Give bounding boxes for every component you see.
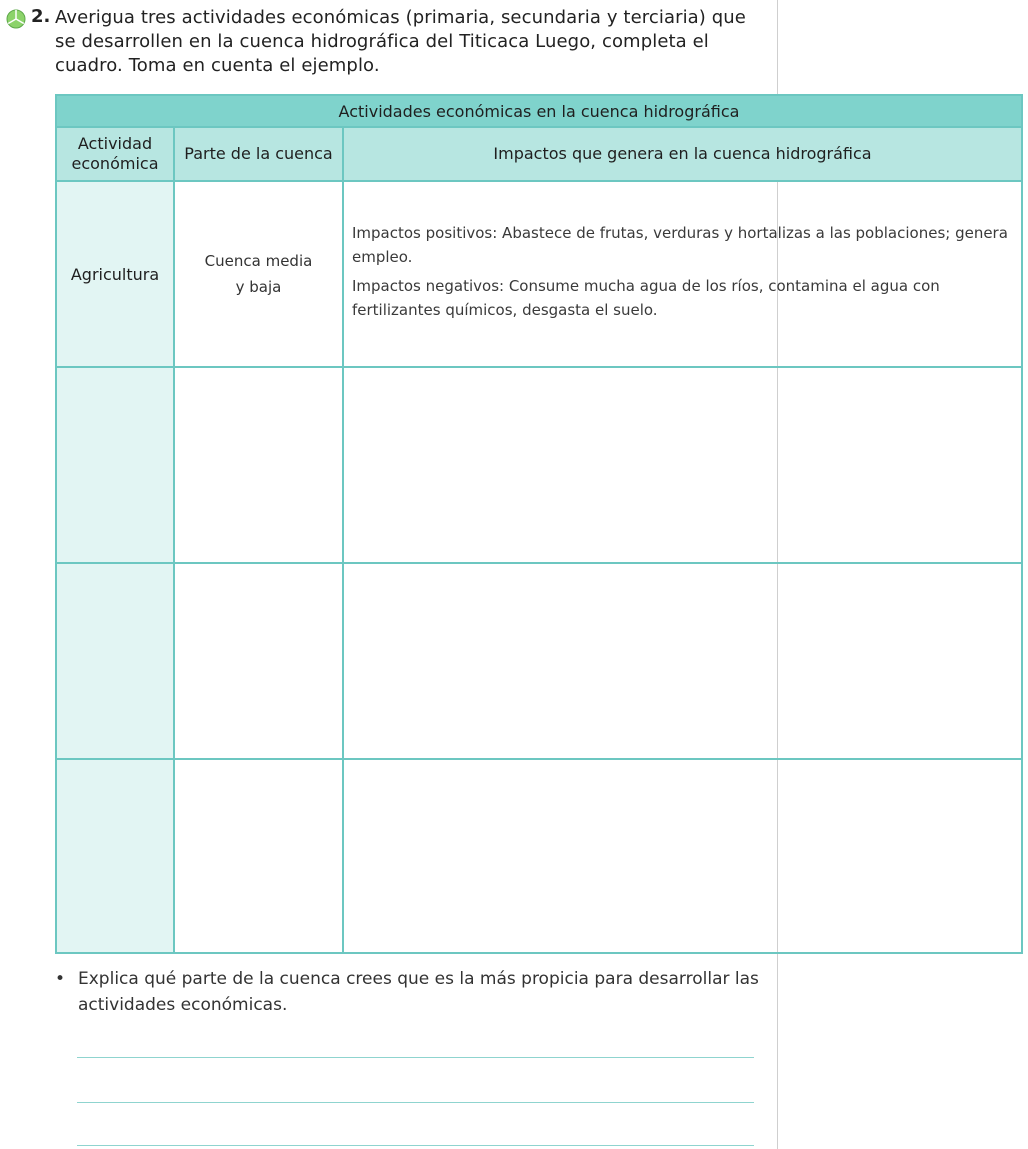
example-activity: Agricultura — [56, 181, 174, 367]
header-activity: Actividad económica — [56, 127, 174, 181]
header-impacts: Impactos que genera en la cuenca hidrográfica — [343, 127, 1022, 181]
blank-impacts-cell[interactable] — [343, 367, 1022, 563]
question-number: 2. — [31, 6, 51, 27]
followup-question — [55, 966, 767, 1018]
followup-text: Explica qué parte de la cuenca crees que es la más propicia para desarrollar las actividades económicas. — [78, 969, 759, 1015]
impacts-positive: Impactos positivos: Abastece de frutas, verduras y hortalizas a las poblaciones; genera empleo. — [352, 224, 1008, 266]
table-row-example — [56, 181, 1022, 367]
blank-impacts-cell[interactable] — [343, 759, 1022, 953]
answer-line[interactable] — [77, 1057, 754, 1058]
blank-part-cell[interactable] — [174, 367, 343, 563]
header-part: Parte de la cuenca — [174, 127, 343, 181]
example-part — [174, 181, 343, 367]
blank-part-cell[interactable] — [174, 759, 343, 953]
activities-table-container — [55, 94, 1021, 954]
blank-part-cell[interactable] — [174, 563, 343, 759]
answer-line[interactable] — [77, 1145, 754, 1146]
pie-chart-icon — [6, 9, 26, 29]
blank-activity-cell[interactable] — [56, 759, 174, 953]
example-part-text: Cuenca media y baja — [204, 252, 313, 296]
impacts-negative: Impactos negativos: Consume mucha agua de los ríos, contamina el agua con fertilizantes químicos, desgasta el suelo. — [352, 277, 940, 319]
blank-activity-cell[interactable] — [56, 563, 174, 759]
table-row-blank — [56, 563, 1022, 759]
example-impacts — [343, 181, 1022, 367]
question-text: Averigua tres actividades económicas (primaria, secundaria y terciaria) que se desarrollen en la cuenca hidrográfica del Titicaca Luego, completa el cuadro. Toma en cuenta el ejemplo. — [55, 7, 746, 76]
blank-impacts-cell[interactable] — [343, 563, 1022, 759]
table-title: Actividades económicas en la cuenca hidrográfica — [56, 95, 1022, 127]
table-row-blank — [56, 367, 1022, 563]
bullet-point: • — [55, 969, 66, 989]
table-row-blank — [56, 759, 1022, 953]
activities-table — [55, 94, 1023, 954]
answer-line[interactable] — [77, 1102, 754, 1103]
blank-activity-cell[interactable] — [56, 367, 174, 563]
